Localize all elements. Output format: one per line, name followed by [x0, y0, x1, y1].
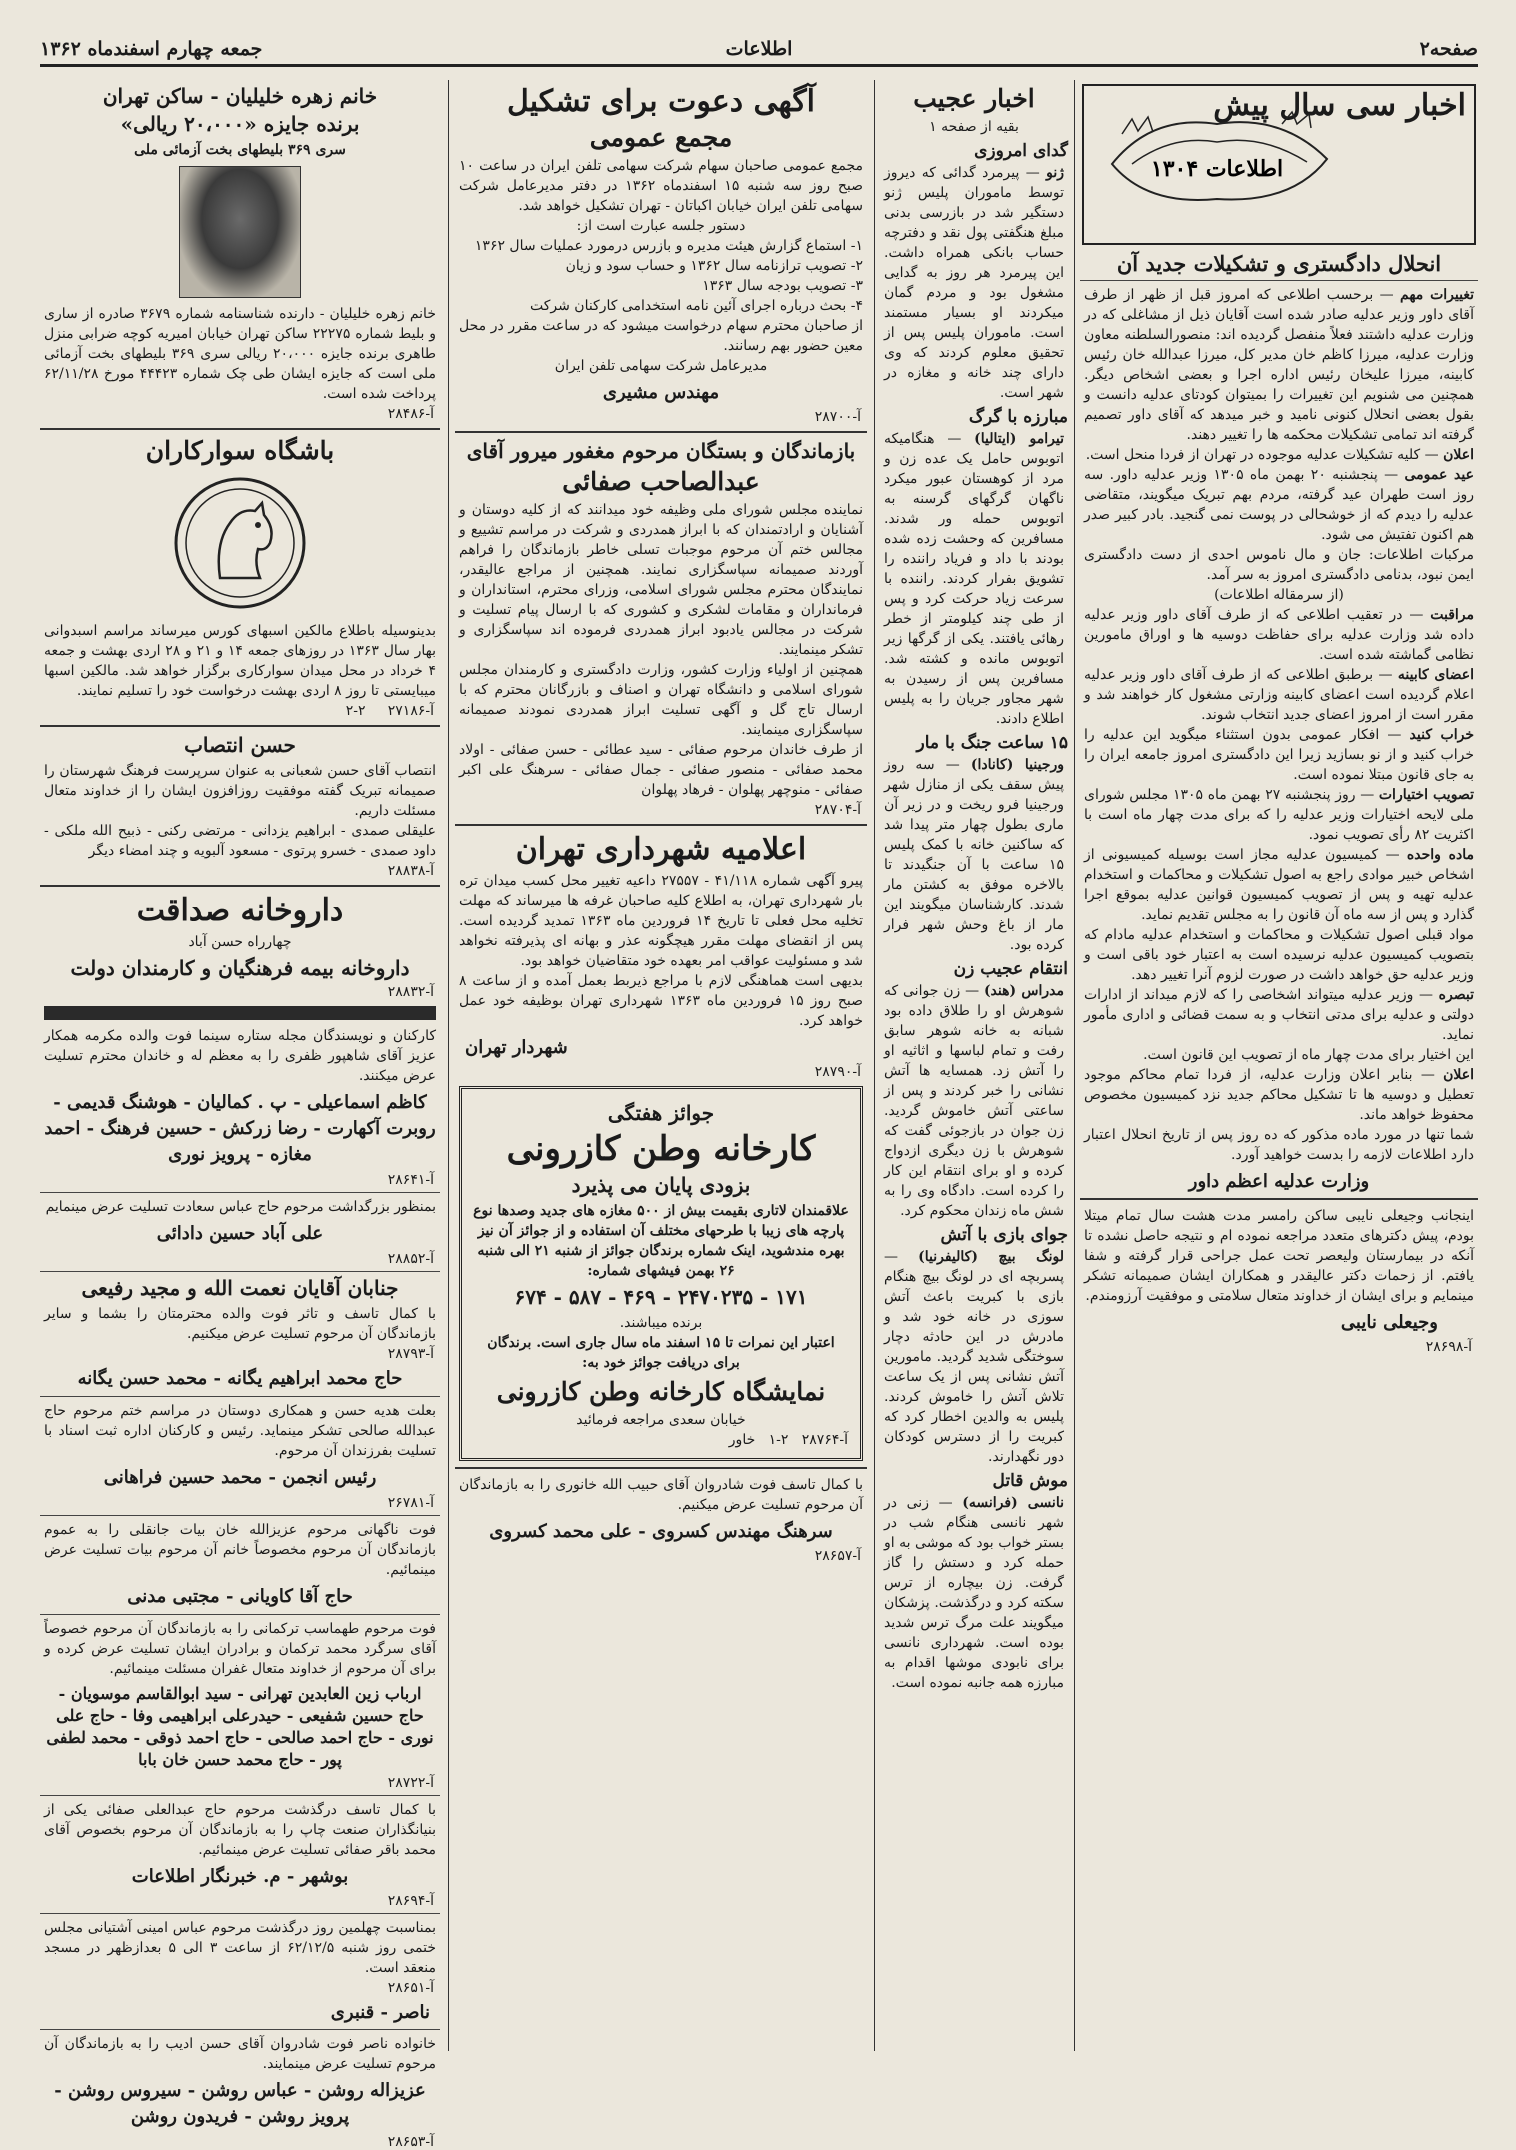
masthead-stamp: اطلاعات ۱۳۰۴ [1150, 156, 1284, 182]
a10-code: آ-۲۸۷۲۲ [387, 1775, 434, 1791]
column-history [1080, 80, 1478, 2051]
a11-signature: بوشهر - م. خبرنگار اطلاعات [131, 1866, 349, 1887]
a8-body: بعلت هدیه حسن و همکاری دوستان در مراسم ختم مرحوم حاج عبدالله صالحی تشکر مینماید. رئیس و کارکنان اداره ثبت اسناد با تسلیت بفرزندان آن مرحوم. [44, 1403, 436, 1459]
column-ads [455, 80, 867, 2051]
a6-name: علی آباد حسین دادائی [156, 1223, 324, 1244]
a13-code: آ-۲۸۶۵۳ [387, 2134, 434, 2150]
history-p1: تغییرات مهم — برحسب اطلاعی که امروز قبل از ظهر از طرف آقای داور وزیر عدلیه صادر شده است آقایان ذیل از مشاغلی که در وزارت عدلیه داشتند فعلاً منفصل گردیده اند: منصورالسلطنه معاون وزارت عدلیه، میرزا کاظم خان مدیر کل، میرزا عبدالله خان رئیس کابینه، میرزا علیخان رئیس اداره اجرا و بعضی اشخاص دیگر. همچنین می شنویم این تغییرات را بمیتوان کودتای عدلیه دانست و بقول بعضی انحلال کنونی نامید و خبر میدهد که آقای داور تصمیم گرفته اند تمامی تشکیلات محکمه ها را تغییر دهند. [1084, 287, 1474, 443]
story-3: ورجینیا (کانادا) — سه روز پیش سقف یکی از منازل شهر ورجینیا فرو ریخت و در زیر آن ماری بطول چهار متر پیدا شد که ساکنین خانه با کمک پلیس ۱۵ ساعت با آن جنگیدند تا بالاخره موفق به کشتن مار شدند. کارشناسان میگویند این مار از باغ وحش شهر فرار کرده بود. [884, 757, 1064, 953]
page-header [40, 34, 1478, 67]
a9-body: فوت ناگهانی مرحوم عزیزالله خان بیات جانقلی را به عموم بازماندگان آن مرحوم مخصوصاً خانم آن مرحوم بیات تسلیت عرض مینمائیم. [44, 1522, 436, 1578]
ad2-code: آ-۲۸۷۰۴ [814, 802, 861, 818]
ad1-item-4: ۴- بحث درباره اجرای آئین نامه استخدامی کارکنان شرکت [529, 298, 863, 314]
ad2-name: عبدالصاحب صفائی [562, 467, 760, 496]
a7-names: حاج محمد ابراهیم یگانه - محمد حسن یگانه [77, 1368, 403, 1389]
notice-code: آ-۲۸۶۹۸ [1425, 1339, 1472, 1355]
ad3-body: پیرو آگهی شماره ۴۱/۱۱۸ - ۲۷۵۵۷ داعیه تغییر محل کسب میدان تره بار شهرداری تهران، به اطلاع کلیه صاحبان غرفه ها میرساند که مهلت تخلیه محل فعلی تا تاریخ ۱۴ فروردین ماه ۱۳۶۳ تمدید گردیده است. پس از انقضای مهلت مقرر هیچگونه عذر و بهانه ای پذیرفته نخواهد شد و مسئولیت عواقب امر بعهده خود متقاضیان خواهد بود. [459, 873, 863, 969]
ad2-body-b: همچنین از اولیاء وزارت کشور، وزارت دادگستری و کارمندان مجلس شورای اسلامی و دانشگاه تهران و اصناف و بازرگانان محترم که با ارسال تاج گل و آگهی تسلیت ابراز همدردی نمودند صمیمانه سپاسگزاری مینمایند. [459, 662, 863, 738]
issue-date: جمعه چهارم اسفندماه ۱۳۶۲ [40, 38, 263, 60]
ad5-signature: سرهنگ مهندس کسروی - علی محمد کسروی [489, 1521, 833, 1542]
notice-signature: وجیعلی نایبی [1340, 1312, 1438, 1333]
a12-signature: ناصر - قنبری [330, 2002, 430, 2023]
a9-names: حاج آقا کاویانی - مجتبی مدنی [127, 1586, 353, 1607]
winner-photo [179, 166, 301, 298]
ad1-title: آگهی دعوت برای تشکیل [507, 84, 815, 119]
story-4-title: انتقام عجیب زن [953, 959, 1068, 979]
ad2-title: بازماندگان و بستگان مرحوم مغفور میرور آقای [466, 439, 856, 463]
story-2: تیرامو (ایتالیا) — هنگامیکه اتوبوس حامل یک عده زن و مرد از کوهستان عبور میکرد ناگهان گرگهای گرسنه به اتوبوس حمله ور شدند. مسافرین که وحشت زده شده بودند با داد و فریاد راننده را تشویق بفرار کردند. راننده با سرعت زیاد حرکت کرد و پس از طی چند کیلومتر از خطر رهائی یافتند. یکی از گرگها زیر اتوبوس مانده و کشته شد. مسافرین پس از رسیدن به شهر مجاور جریان را به پلیس اطلاع دادند. [884, 431, 1064, 727]
ad5-body: با کمال تاسف فوت شادروان آقای حبیب الله خانوری را به بازماندگان آن مرحوم تسلیت عرض میکنیم. [459, 1477, 863, 1513]
a4-subtitle-2: داروخانه بیمه فرهنگیان و کارمندان دولت [70, 956, 410, 980]
history-p7: خراب کنید — افکار عمومی بدون استثناء میگوید این عدلیه را خراب کنید و از نو بسازید زیرا این دادگستری امروز جامعه ایران را به جای قانون مبتلا نموده است. [1084, 727, 1474, 783]
story-6-title: موش قاتل [992, 1471, 1068, 1491]
story-6: نانسی (فرانسه) — زنی در شهر نانسی هنگام شب در بستر خواب بود که موشی به او حمله کرد و دستش را گاز گرفت. زن بیچاره از ترس سکته کرد و درگذشت. پزشکان میگویند علت مرگ ترس شدید بوده است. شهرداری نانسی برای نابودی موشها اقدام به مبارزه همه جانبه نموده است. [884, 1495, 1064, 1691]
history-p3: عید عمومی — پنجشنبه ۲۰ بهمن ماه ۱۳۰۵ وزیر عدلیه داور. سه روز است طهران عید گرفته، مردم بهم تبریک میگویند، متقاضی عدلیه را دیدم که از خوشحالی در پوست نمی گنجید. بادر کبیر صدر هم اکنون تفتیش می شود. [1084, 467, 1474, 543]
history-p10: مواد قبلی اصول تشکیلات و محاکمات و استخدام عدلیه مادام که بتصویب کمیسیون عدلیه نرسیده است به اعتبار خود باقی است و وزیر عدلیه حق خواهد داشت در صورت لزوم آنرا تغییر دهد. [1084, 927, 1474, 983]
history-headline: انحلال دادگستری و تشکیلات جدید آن [1116, 251, 1442, 276]
ad2-body: نماینده مجلس شورای ملی وظیفه خود میدانند که از کلیه دوستان و آشنایان و ارادتمندان که با ابراز همدردی و شرکت در مراسم تشییع و مجالس ختم آن مرحوم موجبات تسلی خاطر بازماندگان را فراهم آوردند صمیمانه سپاسگزاری نمایند. همچنین از مراجع عالیقدر، نمایندگان محترم مجلس شورای اسلامی، وزرای محترم، استانداران و فرمانداران و مقامات لشکری و کشوری که با ارسال پیام تسلیت و شرکت در مجالس یادبود ابراز همدردی فرموده اند سپاسگزاری و تشکر مینمایند. [459, 502, 863, 658]
ad4-address: نمایشگاه کارخانه وطن کازرونی [496, 1377, 826, 1406]
a5-names: کاظم اسماعیلی - پ . کمالیان - هوشنگ قدیمی - روبرت آکهارت - رضا زرکش - حسین فرهنگ - احمد مغازه - پرویز نوری [44, 1092, 436, 1165]
paper-name: اطلاعات [725, 38, 793, 60]
a8-names: رئیس انجمن - محمد حسین فراهانی [103, 1467, 377, 1488]
ad5-code: آ-۲۸۶۵۷ [814, 1548, 861, 1564]
story-1: ژنو — پیرمرد گدائی که دیروز توسط ماموران پلیس ژنو دستگیر شد در بازرسی بدنی مبلغ هنگفتی پول نقد و دفترچه حساب بانکی همراه داشت. این پیرمرد هر روز به گدایی مشغول بود و مردم گمان میکردند او بسیار مستمند است. ماموران پلیس پس از تحقیق معلوم کردند که وی دارای چند خانه و مغازه در شهر است. [884, 165, 1064, 401]
ad3-code: آ-۲۸۷۹۰ [814, 1064, 861, 1080]
history-p14: شما تنها در مورد ماده مذکور که ده روز پس از تاریخ انحلال اعتبار دارد اطلاعات لازمه را بدست خواهید آورد. [1084, 1127, 1474, 1163]
a5-body: کارکنان و نویسندگان مجله ستاره سینما فوت والده مکرمه همکار عزیز آقای شاهپور ظفری را به معظم له و خاندان محترم تسلیت عرض میکنند. [44, 1028, 436, 1084]
a3-names: علیقلی صمدی - ابراهیم یزدانی - مرتضی رکنی - ذبیح الله ملکی - داود صمدی - خسرو پرتوی - مسعود آلبویه و چند امضاء دیگر [44, 823, 436, 859]
notice-text: اینجانب وجیعلی نایبی ساکن رامسر مدت هشت سال تمام میتلا بودم، پیش دکترهای متعدد مراجعه نموده ام و نتیجه حاصل نشده تا آنکه در بیمارستان ولیعصر تحت عمل جراحی قرار گرفته و شفا یافتم. از زحمات دکتر عالیقدر و همکاران ایشان صمیمانه تشکر مینمایم و برای ایشان از خداوند متعال سلامتی و موفقیت آرزومندم. [1084, 1208, 1474, 1304]
ad4-body-b: برنده میباشند. [619, 1315, 703, 1331]
history-p13: اعلان — بنابر اعلان وزارت عدلیه، از فردا تمام محاکم موجود تعطیل و دوسیه ها تا تشکیل محاکم جدید نزد کمیسیون مخصوص محفوظ خواهد ماند. [1084, 1067, 1475, 1123]
story-5: لونگ بیچ (کالیفرنیا) — پسربچه ای در لونگ بیچ هنگام بازی با کبریت باعث آتش سوزی در خانه خود شد و مادرش در این حادثه دچار سوختگی شدید گردید. مامورین آتش نشانی پس از یک ساعت تلاش آتش را خاموش کردند. پلیس به والدین اخطار کرد که کبریت را از دسترس کودکان دور نگهدارند. [884, 1249, 1065, 1465]
ad4-top: جوائز هفتگی [607, 1101, 715, 1125]
a4-subtitle: چهارراه حسن آباد [188, 934, 292, 950]
ad1-sign-role: مدیرعامل شرکت سهامی تلفن ایران [554, 358, 768, 374]
a12-body: بمناسبت چهلمین روز درگذشت مرحوم عباس امینی آشتیانی مجلس ختمی روز شنبه ۶۲/۱۲/۵ از ساعت ۳ الی ۵ بعدازظهر در مسجد منعقد است. [44, 1920, 436, 1976]
a4-code: آ-۲۸۸۳۲ [387, 984, 434, 1000]
ad4-subtitle: بزودی پایان می پذیرد [571, 1173, 751, 1197]
ad1-agenda-title: دستور جلسه عبارت است از: [576, 218, 746, 234]
ad1-code: آ-۲۸۷۰۰ [814, 409, 861, 425]
a5-code: آ-۲۸۶۴۱ [387, 1172, 434, 1188]
history-p8: تصویب اختیارات — روز پنجشنبه ۲۷ بهمن ماه ۱۳۰۵ مجلس شورای ملی لایحه اختیارات وزیر عدلیه را که برای مدت چهار ماه است با اکثریت ۸۲ رأی تصویب نمود. [1084, 787, 1474, 843]
a7-code: آ-۲۸۷۹۳ [387, 1346, 434, 1362]
ad4-body-c: اعتبار این نمرات تا ۱۵ اسفند ماه سال جاری است. برندگان برای دریافت جوائز خود به: [487, 1335, 835, 1371]
ad1-subtitle: مجمع عمومی [589, 123, 733, 152]
a10-body: فوت مرحوم طهماسب ترکمانی را به بازماندگان آن مرحوم خصوصاً آقای سرگرد محمد ترکمان و برادران ایشان تسلیت عرض کرده و برای آن مرحوم از خداوند متعال غفران مسئلت مینمائیم. [44, 1621, 436, 1677]
ad3-body-b: بدیهی است هماهنگی لازم با مراجع ذیربط بعمل آمده و از ساعت ۸ صبح روز ۱۵ فروردین ماه ۱۳۶۳ شهرداری تهران بوظیفه خود عمل خواهد کرد. [459, 973, 863, 1029]
a1-code: آ-۲۸۴۸۶ [387, 406, 434, 422]
ad3-signature: شهردار تهران [465, 1037, 568, 1058]
masthead-title: اخبار سی سال پیش [1213, 88, 1466, 123]
history-masthead [1082, 84, 1476, 245]
history-p11: تبصره — وزیر عدلیه میتواند اشخاصی را که لازم میداند از ادارات دولتی و عدلیه برای مدتی انتخاب و به سمت قضائی و اداری مأمور نماید. [1084, 987, 1474, 1043]
history-p9: ماده واحده — کمیسیون عدلیه مجاز است بوسیله کمیسیونی از اشخاص خبیر موادی راجع به اصول تشکیلات و محاکمات و استخدام عدلیه تهیه و پس از تصویب کمیسیون قوانین عدلیه بموقع اجرا گذارد و پس از سه ماه آن قانون را به مجلس تقدیم نماید. [1084, 847, 1474, 923]
horse-emblem-icon [170, 473, 310, 613]
a7-title: جنابان آقایان نعمت الله و مجید رفیعی [81, 1276, 399, 1300]
a7-body: با کمال تاسف و تاثر فوت والده محترمتان را بشما و سایر بازماندگان آن مرحوم تسلیت عرض میکنیم. [44, 1306, 436, 1342]
strange-news-title: اخبار عجیب [913, 84, 1035, 113]
story-1-title: گدای امروزی [974, 141, 1068, 161]
a2-body: بدینوسیله باطلاع مالکین اسبهای کورس میرساند مراسم اسبدوانی بهار سال ۱۳۶۳ در روزهای جمعه ۱۴ و ۲۱ و ۲۸ اردی بهشت و جمعه ۴ خرداد در محل میدان سوارکاری برگزار خواهد شد. مالکین اسبها میبایستی تا روز ۸ اردی بهشت درخواست خود را تسلیم نمایند. [44, 623, 436, 699]
a10-names: ارباب زین العابدین تهرانی - سید ابوالقاسم موسویان - حاج حسین شفیعی - حیدرعلی ابراهیمی وفا - حاج علی نوری - حاج احمد صالحی - حاج احمد ذوقی - محمد لطفی پور - حاج محمد حسن خان بابا [46, 1684, 434, 1769]
history-p4-sign: (از سرمقاله اطلاعات) [1214, 587, 1344, 603]
a8-code: آ-۲۶۷۸۱ [387, 1495, 434, 1511]
a2-title: باشگاه سوارکاران [145, 436, 335, 465]
strange-news-cont: بقیه از صفحه ۱ [929, 119, 1019, 135]
ad4-title: کارخانه وطن کازرونی [506, 1129, 816, 1169]
a13-body: خانواده ناصر فوت شادروان آقای حسن ادیب را به بازماندگان آن مرحوم تسلیت عرض مینمایند. [44, 2036, 436, 2072]
story-4: مدراس (هند) — زن جوانی که شوهرش او را طلاق داده بود شبانه به خانه شوهر سابق رفت و تمام لباسها و اثاثیه او را آتش زد. همسایه ها آتش نشانی را خبر کردند و پس از ساعتی آتش خاموش گردید. زن جوان در بازجوئی گفت که شوهرش با زن دیگری ازدواج کرده و او برای انتقام این کار را کرده است. دادگاه وی را به شش ماه زندان محکوم کرد. [884, 983, 1064, 1219]
page-number: صفحه۲ [1419, 38, 1478, 60]
ad1-item-2: ۲- تصویب ترازنامه سال ۱۳۶۲ و حساب سود و زیان [565, 258, 863, 274]
ad4-numbers: ۱۷۱ - ۲۴۷۰۲۳۵ - ۴۶۹ - ۵۸۷ - ۶۷۴ [514, 1285, 808, 1309]
ad4-address-2: خیابان سعدی مراجعه فرمائید [576, 1412, 746, 1428]
a1-subtitle: برنده جایزه «۲۰،۰۰۰ ریالی» [120, 112, 360, 136]
a2-code: آ-۲۷۱۸۶ ۲-۲ [345, 703, 434, 719]
ad4-box [459, 1086, 863, 1461]
a6-body: بمنظور بزرگداشت مرحوم حاج عباس سعادت تسلیت عرض مینمایم [45, 1199, 436, 1215]
ad3-title: اعلامیه شهرداری تهران [515, 832, 807, 867]
separator-band [44, 1006, 436, 1020]
ad1-body: مجمع عمومی صاحبان سهام شرکت سهامی تلفن ایران در ساعت ۱۰ صبح روز سه شنبه ۱۵ اسفندماه ۱۳۶۲ در دفتر مدیرعامل شرکت سهامی تلفن ایران خیابان اکباتان - تهران تشکیل خواهد شد. [459, 158, 864, 214]
ad2-names: از طرف خاندان مرحوم صفائی - سید عطائی - حسن صفائی - اولاد محمد صفائی - منصور صفائی - جمال صفائی - سرهنگ علی اکبر صفائی - منوچهر پهلوان - فرهاد پهلوان [459, 742, 863, 798]
story-5-title: جوای بازی با آتش [940, 1225, 1068, 1245]
ad1-tail: از صاحبان محترم سهام درخواست میشود که در ساعت مقرر در محل معین حضور بهم رسانند. [459, 318, 863, 354]
column-strange-news [880, 80, 1068, 2051]
history-p2: اعلان — کلیه تشکیلات عدلیه موجوده در تهران از فردا منحل است. [1085, 447, 1474, 463]
ad4-code: آ-۲۸۷۶۴ ۲-۱ خاور [728, 1432, 848, 1448]
ad4-body: علاقمندان لاتاری بقیمت بیش از ۵۰۰ مغازه های جدید وصدها نوع پارچه های زیبا با طرحهای مختلف آن استفاده و از جوائز آن نیز بهره مندشوید، اینک شماره برندگان جوائز از شنبه ۲۱ الی شنبه ۲۶ بهمن فیشهای شماره: [473, 1203, 849, 1279]
history-p6: اعضای کابینه — برطبق اطلاعی که از طرف آقای داور وزیر عدلیه اعلام گردیده است اعضای کابینه وزارتی مشغول کار خواهند شد و مقرر است از امروز اعضای جدید انتخاب شوند. [1084, 667, 1475, 723]
history-signature: وزارت عدلیه اعظم داور [1188, 1171, 1370, 1192]
masthead-illustration-icon [1092, 94, 1342, 219]
a1-subtitle-2: سری ۳۶۹ بلیطهای بخت آزمائی ملی [134, 142, 346, 158]
a6-code: آ-۲۸۸۵۲ [387, 1251, 434, 1267]
a12-code: آ-۲۸۶۵۱ [387, 1980, 434, 1996]
ad1-item-3: ۳- تصویب بودجه سال ۱۳۶۳ [702, 278, 863, 294]
story-2-title: مبارزه با گرگ [968, 407, 1068, 427]
history-p4: مرکبات اطلاعات: جان و مال ناموس احدی از دست دادگستری ایمن نبود، بدنامی دادگستری امروز به سر آمد. [1084, 547, 1474, 583]
a3-code: آ-۲۸۸۳۸ [387, 863, 434, 879]
history-p5: مراقبت — در تعقیب اطلاعی که از طرف آقای داور وزیر عدلیه داده شد وزارت عدلیه برای حفاظت دوسیه ها و اوراق مامورین نظامی گماشته شده است. [1084, 607, 1474, 663]
ad1-signature: مهندس مشیری [602, 382, 720, 403]
a13-names: عزیزاله روشن - عباس روشن - سیروس روشن - پرویز روشن - فریدون روشن [54, 2080, 426, 2127]
a1-body: خانم زهره خلیلیان - دارنده شناسنامه شماره ۳۶۷۹ صادره از ساری و بلیط شماره ۲۲۲۷۵ ساکن تهران خیابان امیریه کوچه ضرابی منزل طاهری برنده جایزه ۲۰،۰۰۰ ریالی سری ۳۶۹ بلیطهای بخت آزمائی ملی است که جایزه ایشان طی چک شماره ۴۴۴۲۳ مورخ ۶۲/۱۱/۲۸ پرداخت شده است. [44, 306, 437, 402]
ad1-item-1: ۱- استماع گزارش هیئت مدیره و بازرس درمورد عملیات سال ۱۳۶۲ [474, 238, 863, 254]
a3-body: انتصاب آقای حسن شعبانی به عنوان سرپرست فرهنگ شهرستان را صمیمانه تبریک گفته موفقیت روزافزون ایشان را از خداوند متعال مسئلت داریم. [44, 763, 436, 819]
a3-title: حسن انتصاب [184, 733, 296, 757]
a4-title: داروخانه صداقت [136, 893, 344, 928]
story-3-title: ۱۵ ساعت جنگ با مار [916, 733, 1068, 753]
a11-code: آ-۲۸۶۹۴ [387, 1893, 434, 1909]
a11-body: با کمال تاسف درگذشت مرحوم حاج عبدالعلی صفائی یکی از بنیانگذاران صنعت چاپ را به بازماندگان آن مرحوم بخصوص آقای محمد باقر صفائی تسلیت عرض مینمائیم. [44, 1802, 436, 1858]
a1-title: خانم زهره خلیلیان - ساکن تهران [102, 84, 378, 108]
column-notices [40, 80, 440, 2150]
history-p12: این اختیار برای مدت چهار ماه از تصویب این قانون است. [1143, 1047, 1474, 1063]
